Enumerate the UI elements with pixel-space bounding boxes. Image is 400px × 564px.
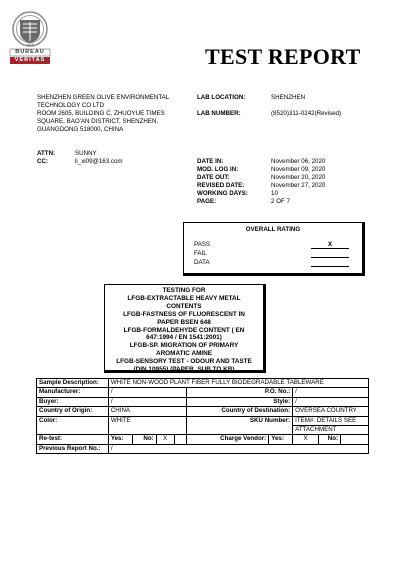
table-row [37,388,369,397]
lab-location-value: SHENZHEN [271,94,306,101]
table-row [37,397,369,406]
tests-list [107,287,261,374]
address-line: ROOM 2605, BUILDING C, ZHUOYUE TIMES [37,110,165,117]
working-days-label: WORKING DAYS: [197,190,248,197]
test-line: LFGB-FORMALDEHYDE CONTENT ( EN [123,326,245,334]
revised-date-value: November 27, 2020 [271,182,326,189]
working-days-value: 10 [271,190,278,197]
logo-year: 1828 [26,43,34,47]
color-label: Color: [37,416,109,435]
date-in-value: November 06, 2020 [271,158,326,165]
retest-label: Re-test: [37,435,109,444]
bureau-veritas-logo [8,10,52,66]
charge-yes-mark: X [293,435,319,444]
rating-data-mark [311,259,349,267]
rating-pass-label: PASS [194,241,211,248]
address-line: SQUARE, BAO'AN DISTRICT, SHENZHEN, [37,118,159,125]
sku-value-line-1: ITEM#: DETAILS SEE [293,416,369,425]
logo-bottom-text: VERITAS [14,57,46,63]
buyer-label: Buyer: [37,397,109,406]
test-line: LFGB-SP. MIGRATION OF PRIMARY [129,342,239,350]
previous-report-label: Previous Report No.: [37,444,109,453]
address-line: SHENZHEN GREEN OLIVE ENVIRONMENTAL [37,94,170,101]
test-line: LFGB-EXTRACTABLE HEAVY METAL [127,294,241,302]
retest-yes-label: Yes: [108,435,132,444]
charge-yes-label: Yes: [269,435,293,444]
color-value: WHITE [108,416,186,435]
table-row [37,435,369,444]
report-title: TEST REPORT [205,44,361,69]
attn-label: ATTN: [37,150,56,157]
lab-number-value: (8520)311-0242(Revised) [271,110,342,117]
manufacturer-value: / [108,388,186,397]
sample-description-label: Sample Description: [37,379,109,388]
test-line: CONTENTS [166,302,202,310]
charge-vendor-label: Charge Vendor: [186,435,269,444]
rating-fail-mark [311,250,349,258]
logo-top-text: BUREAU [15,49,45,55]
mod-log-in-value: November 09, 2020 [271,166,326,173]
test-line: LFGB-SENSORY TEST - ODOUR AND TASTE [116,358,252,366]
attn-value: SUNNY [75,150,97,157]
mod-log-in-label: MOD. LOG IN: [197,166,239,173]
table-row [37,379,369,388]
cc-label: CC: [37,158,48,165]
test-line: 647:1994 / EN 1541:2001) [146,334,222,342]
test-line: (DIN 10955) (PAPER, SUB TO KB) [133,366,235,374]
po-value: / [293,388,369,397]
retest-no-label: No: [132,435,156,444]
sku-value-line-2: ATTACHMENT [293,425,369,434]
cc-value: li_xi09@163.com [75,158,123,165]
rating-pass-mark: X [311,241,349,249]
date-out-value: November 20, 2020 [271,174,326,181]
overall-rating-box [183,222,365,276]
po-label: P.O. No.: [186,388,293,397]
country-origin-value: CHINA [108,407,186,416]
table-row [37,444,369,453]
lab-location-label: LAB LOCATION: [197,94,246,101]
testing-for-box [104,284,266,373]
overall-rating-title: OVERALL RATING [245,226,301,233]
country-destination-label: Country of Destination: [186,407,293,416]
rating-data-label: DATA [194,259,210,266]
test-line: LFGB-FASTNESS OF FLUORESCENT IN [123,310,245,318]
buyer-value: / [108,397,186,406]
date-out-label: DATE OUT: [197,174,230,181]
test-line: PAPER BSEN 648 [157,318,211,326]
previous-report-value: / [108,444,368,453]
country-origin-label: Country of Origin: [37,407,109,416]
test-line: AROMATIC AMINE [155,350,213,358]
sample-description-value: WHITE NON-WOOD PLANT FIBER FULLY BIODEGRADABLE TABLEWARE [108,379,368,388]
rating-fail-label: FAIL [194,250,207,257]
address-line: TECHNOLOGY CO LTD [37,102,105,109]
sample-info-table [36,378,369,454]
test-line: TESTING FOR [162,287,206,294]
revised-date-label: REVISED DATE: [197,182,245,189]
address-line: GUANGDONG 518000, CHINA [37,126,124,133]
table-row [37,407,369,416]
page-label: PAGE: [197,198,217,205]
manufacturer-label: Manufacturer: [37,388,109,397]
style-value: / [293,397,369,406]
style-label: Style: [186,397,293,406]
page-value: 2 OF 7 [271,198,290,205]
charge-no-label: No: [319,435,341,444]
lab-number-label: LAB NUMBER: [197,110,241,117]
date-in-label: DATE IN: [197,158,224,165]
sku-label: SKU Number: [186,416,293,435]
table-row [37,416,369,425]
retest-no-mark: X [156,435,174,444]
country-destination-value: OVERSEA COUNTRY [293,407,369,416]
client-address [37,94,197,134]
